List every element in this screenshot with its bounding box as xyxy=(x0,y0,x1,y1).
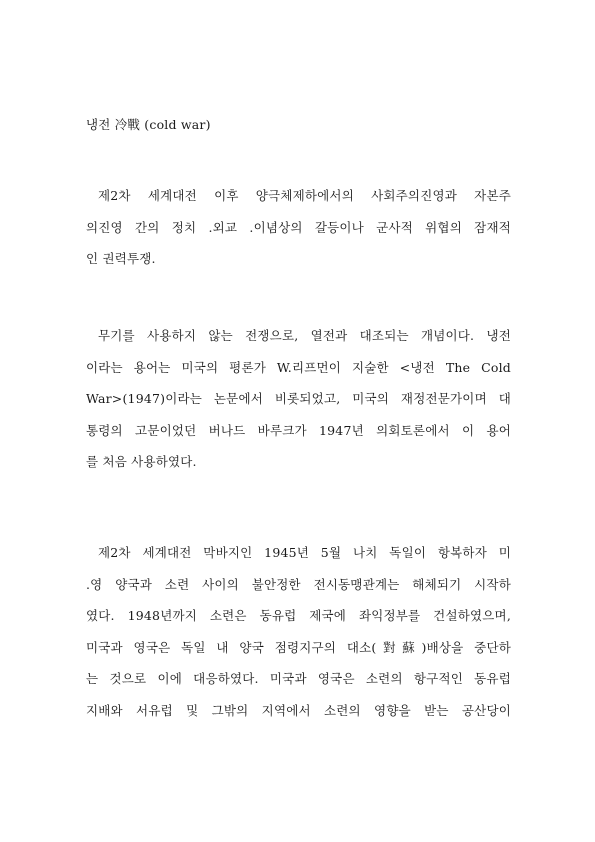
paragraph-line: 무기를 사용하지 않는 전쟁으로, 열전과 대조되는 개념이다. 냉전 xyxy=(98,328,511,343)
paragraph-definition xyxy=(86,180,511,275)
paragraph-line: .영 양국과 소련 사이의 불안정한 전시동맹관계는 해체되기 시작하 xyxy=(86,576,511,592)
paragraph-line: 였다. 1948년까지 소련은 동유럽 제국에 좌익정부를 건설하였으며, xyxy=(86,608,511,623)
page-title: 냉전 冷戰 (cold war) xyxy=(86,117,211,132)
paragraph-line: 인 권력투쟁. xyxy=(86,251,156,266)
paragraph-line: War>(1947)이라는 논문에서 비롯되었고, 미국의 재정전문가이며 대 xyxy=(86,391,511,406)
paragraph-line: 이라는 용어는 미국의 평론가 W.리프먼이 지술한 <냉전 The Cold xyxy=(86,359,511,375)
paragraph-line: 를 처음 사용하였다. xyxy=(86,454,197,469)
paragraph-line: 제2차 세계대전 막바지인 1945년 5월 나치 독일이 항복하자 미 xyxy=(98,545,511,560)
paragraph-origin xyxy=(86,320,511,478)
paragraph-line: 미국과 영국은 독일 내 양국 점령지구의 대소(對蘇)배상을 중단하 xyxy=(86,639,511,655)
paragraph-line: 지배와 서유럽 및 그밖의 지역에서 소련의 영향을 받는 공산당이 xyxy=(86,702,511,718)
paragraph-history xyxy=(86,537,511,726)
paragraph-line: 통령의 고문이었던 버나드 바루크가 1947년 의회토론에서 이 용어 xyxy=(86,422,511,438)
paragraph-line: 제2차 세계대전 이후 양극체제하에서의 사회주의진영과 자본주 xyxy=(98,188,511,203)
paragraph-line: 의진영 간의 정치 .외교 .이념상의 갈등이나 군사적 위협의 잠재적 xyxy=(86,219,511,235)
paragraph-line: 는 것으로 이에 대응하였다. 미국과 영국은 소련의 항구적인 동유럽 xyxy=(86,671,511,686)
